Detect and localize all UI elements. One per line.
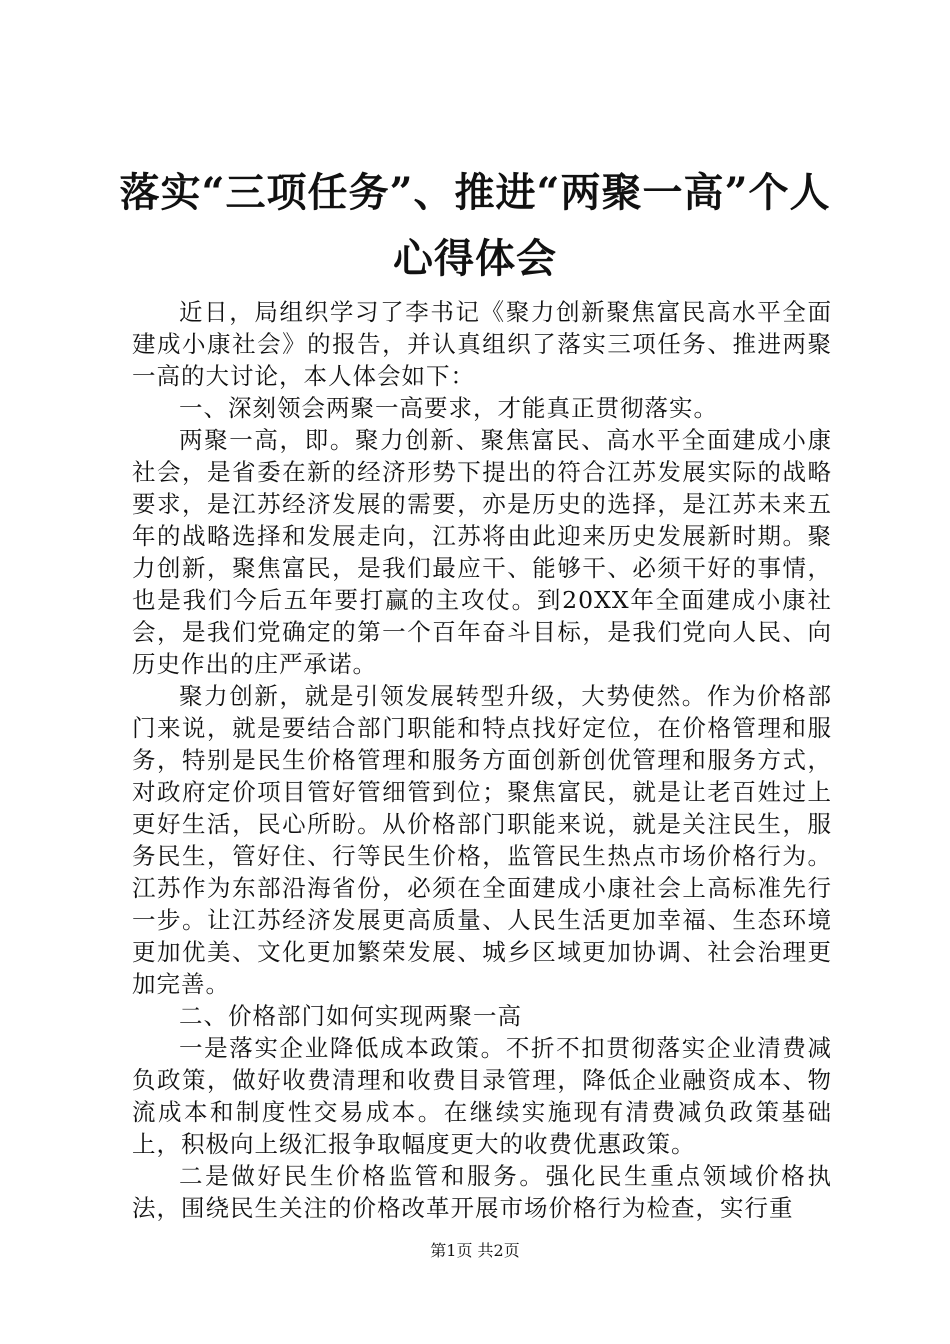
section-heading-1: 一、深刻领会两聚一高要求，才能真正贯彻落实。 [179, 394, 718, 422]
paragraph-two-focus-definition: 两聚一高，即。聚力创新、聚焦富民、高水平全面建成小康社会，是省委在新的经济形势下提出的符合江苏发展实际的战略要求，是江苏经济发展的需要，亦是历史的选择，是江苏未来五年的战略选择和发展走向，江苏将由此迎来历史发展新时期。聚力创新，聚焦富民，是我们最应干、能够干、必须干好的事情，也是我们今后五年要打赢的主攻仗。到20XX年全面建成小康社会，是我们党确定的第一个百年奋斗目标，是我们党向人民、向历史作出的庄严承诺。 [132, 426, 832, 678]
document-title: 落实“三项任务”、推进“两聚一高”个人心得体会 [119, 169, 831, 282]
paragraph-reduce-costs: 一是落实企业降低成本政策。不折不扣贯彻落实企业清费减负政策，做好收费清理和收费目录管理，降低企业融资成本、物流成本和制度性交易成本。在继续实施现有清费减负政策基础上，积极向上级汇报争取幅度更大的收费优惠政策。 [132, 1034, 832, 1158]
page-number-footer: 第1页 共2页 [430, 1241, 520, 1260]
section-heading-2: 二、价格部门如何实现两聚一高 [179, 1002, 522, 1030]
paragraph-innovation-prosperity: 聚力创新，就是引领发展转型升级，大势使然。作为价格部门来说，就是要结合部门职能和特点找好定位，在价格管理和服务，特别是民生价格管理和服务方面创新创优管理和服务方式，对政府定价项目管好管细管到位；聚焦富民，就是让老百姓过上更好生活，民心所盼。从价格部门职能来说，就是关注民生，服务民生，管好住、行等民生价格，监管民生热点市场价格行为。江苏作为东部沿海省份，必须在全面建成小康社会上高标准先行一步。让江苏经济发展更高质量、人民生活更加幸福、生态环境更加优美、文化更加繁荣发展、城乡区域更加协调、社会治理更加完善。 [132, 682, 832, 998]
paragraph-intro: 近日，局组织学习了李书记《聚力创新聚焦富民高水平全面建成小康社会》的报告，并认真组织了落实三项任务、推进两聚一高的大讨论，本人体会如下： [132, 298, 832, 390]
paragraph-price-supervision: 二是做好民生价格监管和服务。强化民生重点领域价格执法，围绕民生关注的价格改革开展市场价格行为检查，实行重 [132, 1162, 832, 1222]
document-body [132, 296, 832, 1224]
